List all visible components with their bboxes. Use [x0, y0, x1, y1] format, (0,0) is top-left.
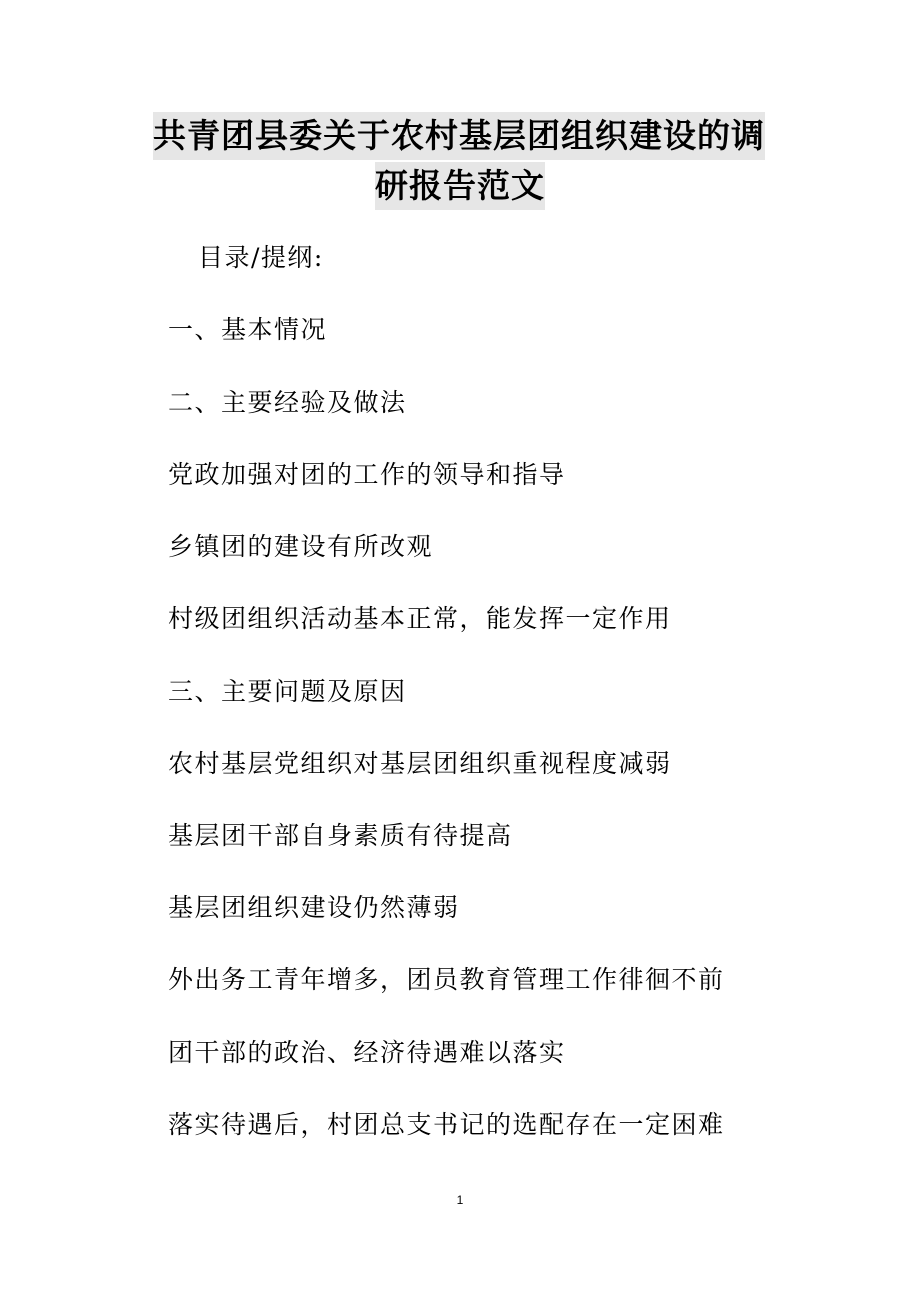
toc-item: 农村基层党组织对基层团组织重视程度减弱 [168, 749, 672, 778]
toc-heading: 目录/提纲: [198, 243, 324, 272]
toc-item: 团干部的政治、经济待遇难以落实 [168, 1038, 566, 1067]
toc-item: 一、基本情况 [168, 315, 328, 344]
toc-item: 落实待遇后，村团总支书记的选配存在一定困难 [168, 1110, 725, 1139]
toc-item: 村级团组织活动基本正常，能发挥一定作用 [168, 604, 672, 633]
toc-item: 乡镇团的建设有所改观 [168, 532, 434, 561]
toc-item: 二、主要经验及做法 [168, 388, 407, 417]
toc-item: 三、主要问题及原因 [168, 677, 407, 706]
toc-item: 外出务工青年增多，团员教育管理工作徘徊不前 [168, 965, 725, 994]
toc-item: 基层团干部自身素质有待提高 [168, 821, 513, 850]
toc-item: 基层团组织建设仍然薄弱 [168, 893, 460, 922]
document-title-line-2: 研报告范文 [375, 162, 545, 210]
document-title-line-1: 共青团县委关于农村基层团组织建设的调 [153, 112, 765, 160]
toc-item: 党政加强对团的工作的领导和指导 [168, 460, 566, 489]
page-number: 1 [456, 1193, 464, 1207]
